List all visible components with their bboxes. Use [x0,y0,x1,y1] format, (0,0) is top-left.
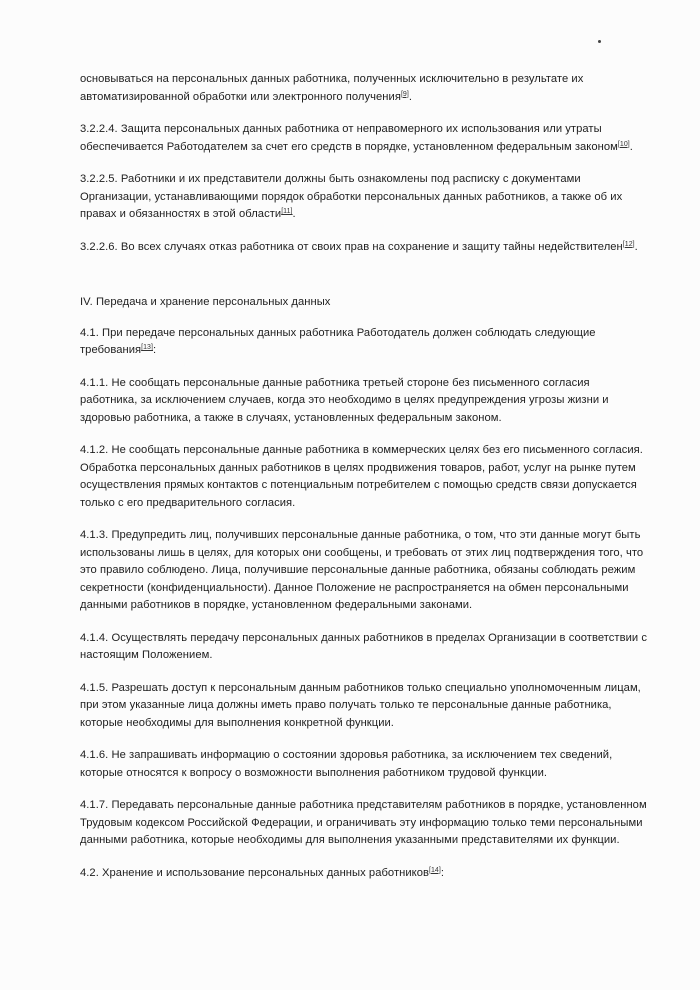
paragraph-continuation: основываться на персональных данных работника, полученных исключительно в результате их автоматизированной обработки или электронного получения[9]. [80,73,584,103]
footnote-ref-13[interactable]: [13] [141,344,153,351]
footnote-ref-9[interactable]: [9] [400,90,409,98]
paragraph-4-1-7: 4.1.7. Передавать персональные данные работника представителям работников в порядке, установленном Трудовым кодексом Российской Федерации, и ограничивать эту информацию только теми персональными данными работника, которые необходимы для выполнения указанными представителями их функции. [80,799,647,846]
paragraph-3-2-2-4: 3.2.2.4. Защита персональных данных работника от неправомерного их использования или утраты обеспечивается Работодателем за счет его средств в порядке, установленном федеральным законом[10]. [80,123,633,153]
paragraph-4-1-3: 4.1.3. Предупредить лиц, получивших персональные данные работника, о том, что эти данные могут быть использованы лишь в целях, для которых они сообщены, и требовать от этих лиц подтверждения того, что это правило соблюдено. Лица, получившие персональные данные работника, обязаны соблюдать режим секретности (конфиденциальности). Данное Положение не распространяется на обмен персональными данными работников в порядке, установленном федеральными законами. [80,529,644,611]
section-heading-iv: IV. Передача и хранение персональных данных [80,296,331,308]
paragraph-4-1-6: 4.1.6. Не запрашивать информацию о состоянии здоровья работника, за исключением тех сведений, которые относятся к вопросу о возможности выполнения работником трудовой функции. [80,749,613,779]
scan-speck [598,40,601,43]
footnote-ref-12[interactable]: [12] [622,240,635,248]
paragraph-4-1-5: 4.1.5. Разрешать доступ к персональным данным работников только специально уполномоченным лицам, при этом указанные лица должны иметь право получать только те персональные данные работника, которые необходимы для выполнения конкретной функции. [80,681,641,729]
footnote-ref-11[interactable]: [11] [281,208,293,215]
paragraph-3-2-2-6: 3.2.2.6. Во всех случаях отказ работника от своих прав на сохранение и защиту тайны недействителен[12]. [80,240,638,253]
paragraph-4-1-4: 4.1.4. Осуществлять передачу персональных данных работников в пределах Организации в соответствии с настоящим Положением. [80,631,647,661]
footnote-ref-10[interactable]: [10] [617,140,630,148]
paragraph-4-1-2: 4.1.2. Не сообщать персональные данные работника в коммерческих целях без его письменного согласия. Обработка персональных данных работников в целях продвижения товаров, работ, услуг на рынке путем осуществления прямых контактов с потенциальным потребителем с помощью средств связи допускается только с его предварительного согласия. [80,444,643,509]
paragraph-4-1: 4.1. При передаче персональных данных работника Работодатель должен соблюдать следующие требования[13]: [80,326,596,356]
footnote-ref-14[interactable]: [14] [428,866,441,874]
paragraph-4-2: 4.2. Хранение и использование персональных данных работников[14]: [80,866,445,879]
paragraph-3-2-2-5: 3.2.2.5. Работники и их представители должны быть ознакомлены под расписку с документами Организации, устанавливающими порядок обработки персональных данных работников, а также об их правах и обязанностях в этой области[11]. [80,173,623,220]
paragraph-4-1-1: 4.1.1. Не сообщать персональные данные работника третьей стороне без письменного согласия работника, за исключением случаев, когда это необходимо в целях предупреждения угрозы жизни и здоровью работника, а также в случаях, установленных федеральным законом. [80,376,609,424]
